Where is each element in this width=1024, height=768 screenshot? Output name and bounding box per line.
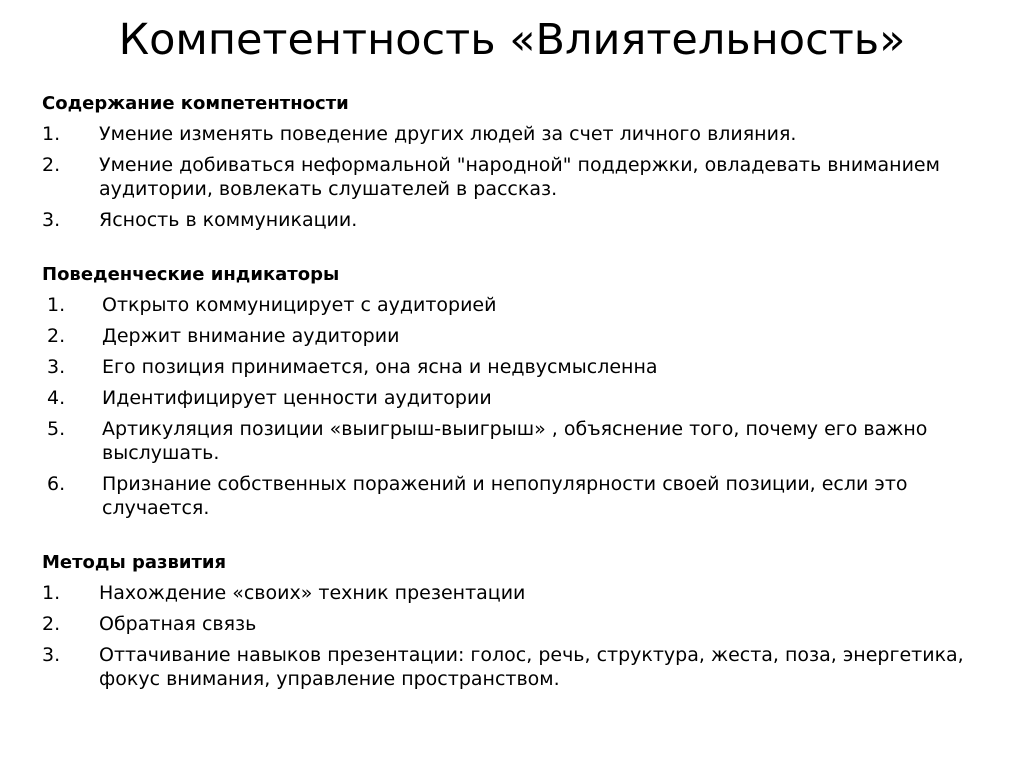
item-number: 1. [42, 582, 61, 604]
slide-title: Компетентность «Влиятельность» [118, 15, 906, 65]
section-spacer [42, 527, 1002, 551]
item-text: Идентифицирует ценности аудитории [102, 387, 492, 409]
list-item [42, 293, 1002, 317]
item-number: 4. [47, 387, 66, 409]
list-item [42, 153, 1002, 201]
item-number: 2. [42, 613, 61, 635]
content-list [42, 122, 1002, 232]
item-number: 6. [47, 473, 66, 495]
item-number: 2. [42, 154, 61, 176]
item-number: 2. [47, 325, 66, 347]
item-number: 1. [47, 294, 66, 316]
list-item [42, 643, 1002, 691]
item-number: 1. [42, 123, 61, 145]
item-text: Оттачивание навыков презентации: голос, речь, структура, жеста, поза, энергетика, фокус внимания, управление пространством. [99, 644, 964, 690]
slide-body [42, 92, 1002, 698]
item-number: 3. [47, 356, 66, 378]
list-item [42, 208, 1002, 232]
item-text: Ясность в коммуникации. [99, 209, 358, 231]
item-text: Нахождение «своих» техник презентации [99, 582, 526, 604]
list-item [42, 324, 1002, 348]
item-text: Признание собственных поражений и непопулярности своей позиции, если это случается. [102, 473, 908, 519]
list-item [42, 355, 1002, 379]
item-text: Умение изменять поведение других людей за счет личного влияния. [99, 123, 797, 145]
methods-heading: Методы развития [42, 552, 227, 573]
section-spacer [42, 239, 1002, 263]
list-item [42, 417, 1002, 465]
item-text: Его позиция принимается, она ясна и недвусмысленна [102, 356, 658, 378]
item-number: 5. [47, 418, 66, 440]
indicators-heading: Поведенческие индикаторы [42, 264, 340, 285]
list-item [42, 581, 1002, 605]
list-item [42, 122, 1002, 146]
item-text: Открыто коммуницирует с аудиторией [102, 294, 497, 316]
indicators-list [42, 293, 1002, 520]
list-item [42, 612, 1002, 636]
item-text: Обратная связь [99, 613, 257, 635]
list-item [42, 386, 1002, 410]
item-number: 3. [42, 644, 61, 666]
methods-list [42, 581, 1002, 691]
item-text: Держит внимание аудитории [102, 325, 400, 347]
list-item [42, 472, 1002, 520]
item-text: Артикуляция позиции «выигрыш-выигрыш» , объяснение того, почему его важно выслушать. [102, 418, 928, 464]
content-heading: Содержание компетентности [42, 93, 349, 114]
item-text: Умение добиваться неформальной "народной" поддержки, овладевать вниманием аудитории, вовлекать слушателей в рассказ. [99, 154, 940, 200]
item-number: 3. [42, 209, 61, 231]
